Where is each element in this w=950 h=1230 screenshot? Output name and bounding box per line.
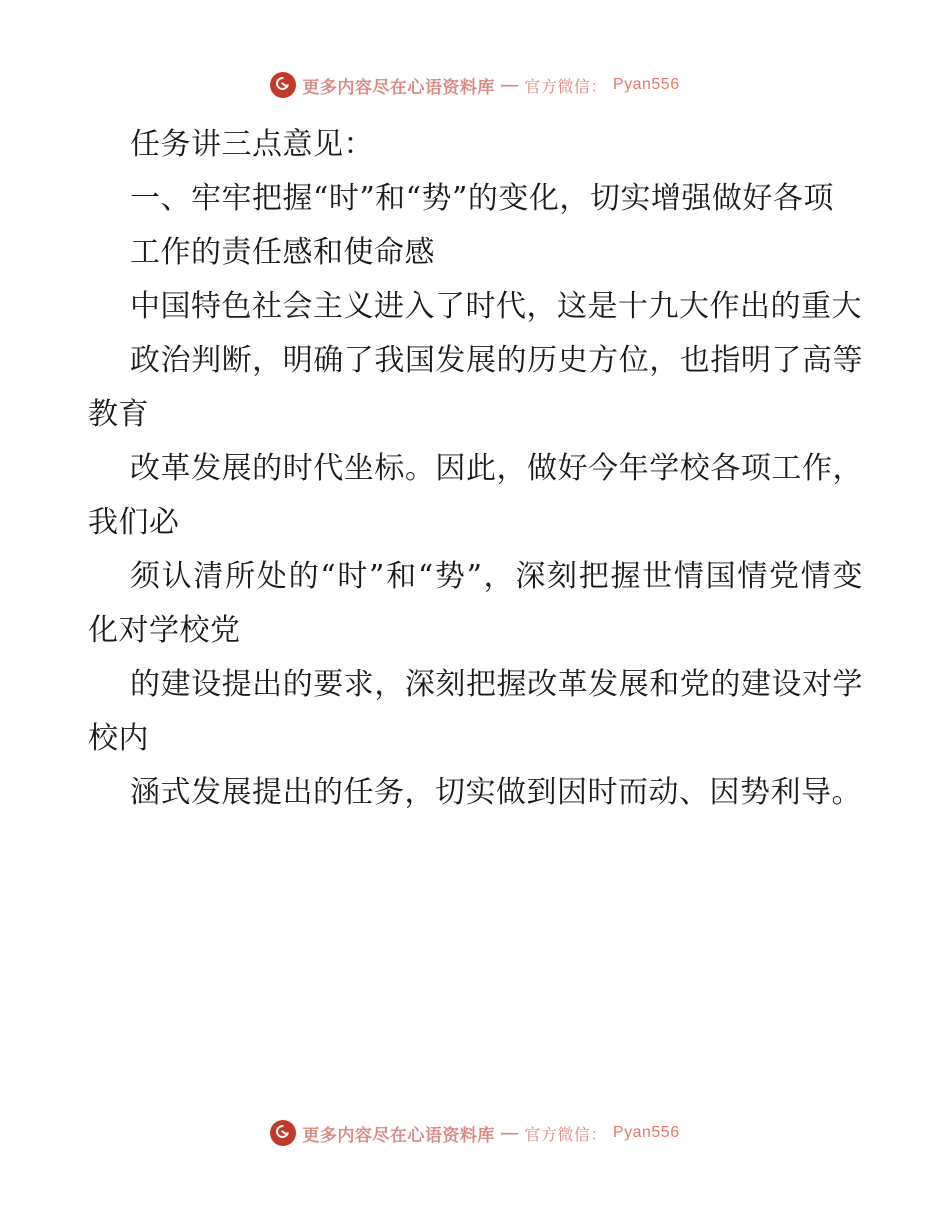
watermark-bottom — [0, 1120, 950, 1146]
paragraph: 涵式发展提出的任务，切实做到因时而动、因势利导。 — [130, 775, 862, 810]
watermark-channel-id: Pyan556 — [612, 1124, 680, 1141]
watermark-separator: — — [500, 75, 519, 94]
circle-search-logo-icon — [270, 1120, 296, 1146]
watermark-channel-label: 官方微信： — [524, 1126, 607, 1144]
watermark-channel-label: 官方微信： — [524, 78, 607, 96]
document-body — [88, 118, 863, 820]
paragraph: 改革发展的时代坐标。因此，做好今年学校各项工作，我们必 — [88, 451, 863, 540]
paragraph: 的建设提出的要求，深刻把握改革发展和党的建设对学校内 — [88, 667, 863, 756]
paragraph: 任务讲三点意见： — [130, 127, 374, 162]
watermark-top — [0, 72, 950, 98]
watermark-channel-id: Pyan556 — [612, 76, 680, 93]
paragraph: 工作的责任感和使命感 — [130, 235, 435, 270]
paragraph: 中国特色社会主义进入了时代，这是十九大作出的重大 — [130, 289, 862, 324]
paragraph: 政治判断，明确了我国发展的历史方位，也指明了高等教育 — [88, 343, 863, 432]
paragraph: 须认清所处的“时”和“势”，深刻把握世情国情党情变化对学校党 — [88, 559, 863, 648]
paragraph: 一、牢牢把握“时”和“势”的变化，切实增强做好各项 — [130, 181, 834, 216]
watermark-brand: 更多内容尽在心语资料库 — [302, 77, 495, 97]
watermark-brand: 更多内容尽在心语资料库 — [302, 1125, 495, 1145]
watermark-separator: — — [500, 1123, 519, 1142]
circle-search-logo-icon — [270, 72, 296, 98]
